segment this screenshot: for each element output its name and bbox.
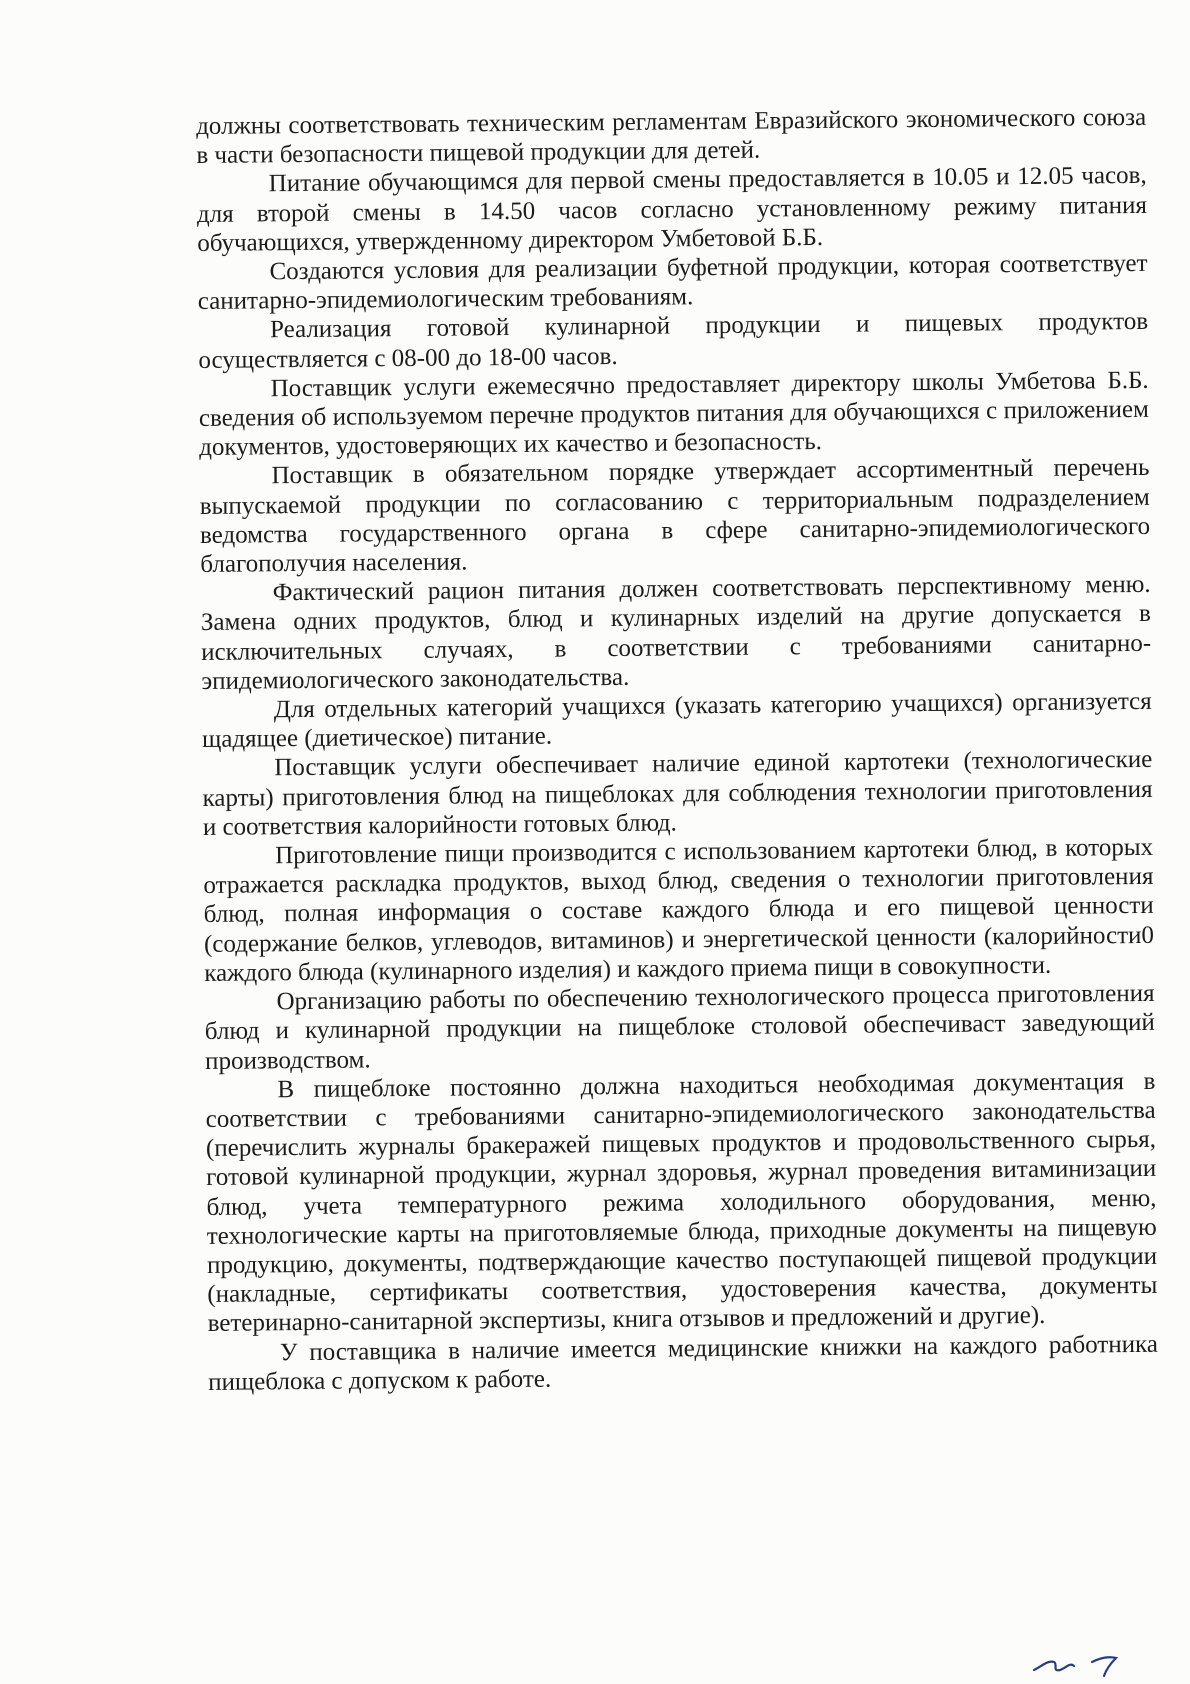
paragraph-monthly-report: Поставщик услуги ежемесячно предоставляет директору школы Умбетова Б.Б. сведения об используемом перечне продуктов питания для обучающихся с приложением документов, удостоверяющих их качество и безопасность. — [198, 366, 1150, 462]
signature-stroke — [1092, 1657, 1116, 1676]
paragraph-meal-schedule: Питание обучающимся для первой смены предоставляется в 10.05 и 12.05 часов, для второй смены в 14.50 часов согласно установленному режиму питания обучающихся, утвержденному директором Умбетовой Б.Б. — [196, 162, 1148, 257]
document-body — [196, 103, 1158, 1397]
paragraph-diet-meals: Для отдельных категорий учащихся (указать категорию учащихся) организуется щадящее (диетическое) питание. — [201, 687, 1152, 754]
signature-stroke — [1034, 1662, 1074, 1671]
paragraph-recipe-cards: Поставщик услуги обеспечивает наличие единой картотеки (технологические карты) приготовления блюд на пищеблоках для соблюдения технологии приготовления и соответствия калорийности готовых блюд. — [202, 746, 1153, 841]
paragraph-actual-ration: Фактический рацион питания должен соответствовать перспективному меню. Замена одних продуктов, блюд и кулинарных изделий на другие допускается в исключительных случаях, в соответствии с требованиями санитарно-эпидемиологического законодательства. — [200, 571, 1152, 695]
handwritten-signature — [1030, 1640, 1140, 1680]
paragraph-sales-hours: Реализация готовой кулинарной продукции и пищевых продуктов осуществляется с 08-00 до 18-00 часов. — [198, 308, 1149, 374]
paragraph-assortment-list: Поставщик в обязательном порядке утверждает ассортиментный перечень выпускаемой продукции по согласованию с территориальным подразделением ведомства государственного органа в сфере санитарно-эпидемиологического благополучия населения. — [199, 454, 1151, 579]
paragraph-continuation: должны соответствовать техническим регламентам Евразийского экономического союза в части безопасности пищевой продукции для детей. — [196, 103, 1147, 170]
paragraph-buffet-conditions: Создаются условия для реализации буфетной продукции, которая соответствует санитарно-эпидемиологическим требованиям. — [197, 249, 1148, 316]
paragraph-food-preparation: Приготовление пищи производится с использованием картотеки блюд, в которых отражается раскладка продуктов, выход блюд, сведения о технологии приготовления блюд, полная информация о составе каждого блюда и его пищевой ценности (содержание белков, углеводов, витаминов) и энергетической ценности (калорийности0 каждого блюда (кулинарного изделия) и каждого приема пищи в совокупности. — [203, 833, 1155, 987]
paragraph-documentation: В пищеблоке постоянно должна находиться необходимая документация в соответствии с требованиями санитарно-эпидемиологического законодательства (перечислить журналы бракеражей пищевых продуктов и продовольственного сырья, готовой кулинарной продукции, журнал здоровья, журнал проведения витаминизации блюд, учета температурного режима холодильного оборудования, меню, технологические карты на приготовляемые блюда, приходные документы на пищевую продукцию, документы, подтверждающие качество поступающей пищевой продукции (накладные, сертификаты соответствия, удостоверения качества, документы ветеринарно-санитарной экспертизы, книга отзывов и предложений и другие). — [205, 1067, 1158, 1338]
paragraph-medical-books: У поставщика в наличие имеется медицинские книжки на каждого работника пищеблока с допуском к работе. — [208, 1330, 1158, 1396]
paragraph-production-management: Организацию работы по обеспечению технологического процесса приготовления блюд и кулинарной продукции на пищеблоке столовой обеспечиваст заведующий производством. — [204, 979, 1155, 1075]
